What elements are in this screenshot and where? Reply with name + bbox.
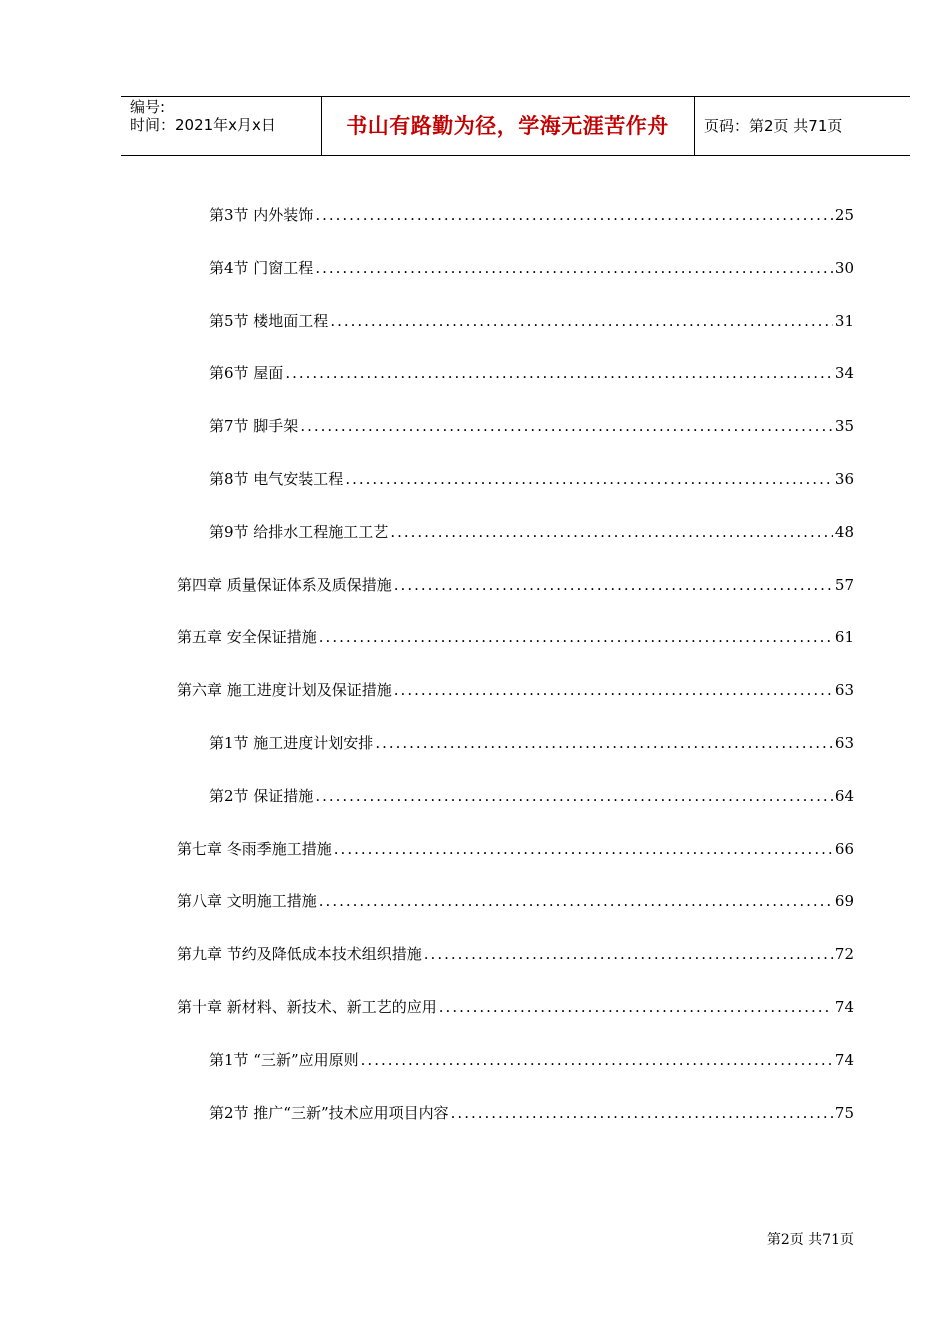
toc-entry-title: 第3节 内外装饰 [209,206,314,224]
toc-dot-leader [439,997,833,1017]
toc-entry-page-number: 66 [834,840,854,858]
header-page-cell [694,97,910,155]
toc-dot-leader [394,575,833,595]
toc-entry-page-number: 61 [834,628,854,646]
toc-section-entry[interactable] [209,522,854,542]
toc-section-entry[interactable] [209,258,854,278]
toc-entry-title: 第九章 节约及降低成本技术组织措施 [177,945,422,963]
toc-entry-page-number: 25 [834,206,854,224]
toc-chapter-entry[interactable] [177,839,854,859]
toc-section-entry[interactable] [209,311,854,331]
toc-dot-leader [345,469,833,489]
toc-dot-leader [451,1103,833,1123]
toc-entry-page-number: 72 [834,945,854,963]
toc-entry-page-number: 69 [834,892,854,910]
document-date: 时间：2021年x月x日 [130,116,276,134]
toc-section-entry[interactable] [209,1103,854,1123]
toc-chapter-entry[interactable] [177,680,854,700]
toc-chapter-entry[interactable] [177,997,854,1017]
toc-entry-title: 第五章 安全保证措施 [177,628,317,646]
toc-dot-leader [330,311,833,331]
toc-entry-title: 第7节 脚手架 [209,417,299,435]
toc-entry-page-number: 74 [834,998,854,1016]
toc-entry-title: 第十章 新材料、新技术、新工艺的应用 [177,998,437,1016]
toc-chapter-entry[interactable] [177,891,854,911]
toc-entry-page-number: 34 [834,364,854,382]
toc-entry-title: 第6节 屋面 [209,364,284,382]
toc-entry-page-number: 35 [834,417,854,435]
toc-section-entry[interactable] [209,416,854,436]
toc-entry-title: 第1节 施工进度计划安排 [209,734,374,752]
toc-entry-title: 第七章 冬雨季施工措施 [177,840,332,858]
toc-entry-title: 第5节 楼地面工程 [209,312,329,330]
toc-dot-leader [424,944,833,964]
toc-dot-leader [375,733,833,753]
toc-entry-page-number: 48 [834,523,854,541]
toc-entry-page-number: 75 [834,1104,854,1122]
toc-entry-title: 第9节 给排水工程施工工艺 [209,523,389,541]
toc-entry-page-number: 30 [834,259,854,277]
toc-entry-title: 第四章 质量保证体系及质保措施 [177,576,392,594]
toc-entry-page-number: 63 [834,681,854,699]
toc-dot-leader [319,627,833,647]
page-header [121,96,910,156]
toc-dot-leader [394,680,833,700]
toc-dot-leader [390,522,833,542]
toc-entry-title: 第八章 文明施工措施 [177,892,317,910]
toc-section-entry[interactable] [209,786,854,806]
toc-entry-title: 第8节 电气安装工程 [209,470,344,488]
toc-entry-page-number: 74 [834,1051,854,1069]
toc-chapter-entry[interactable] [177,627,854,647]
toc-section-entry[interactable] [209,205,854,225]
document-number-label: 编号: [130,98,166,116]
toc-section-entry[interactable] [209,363,854,383]
toc-entry-title: 第2节 推广“三新”技术应用项目内容 [209,1104,449,1122]
page-footer-number: 第2页 共71页 [766,1232,854,1248]
toc-dot-leader [285,363,833,383]
toc-dot-leader [334,839,833,859]
toc-entry-title: 第2节 保证措施 [209,787,314,805]
toc-section-entry[interactable] [209,1050,854,1070]
header-info-cell [121,97,322,155]
toc-dot-leader [300,416,833,436]
toc-entry-page-number: 57 [834,576,854,594]
toc-entry-title: 第4节 门窗工程 [209,259,314,277]
header-motto-cell [321,97,695,155]
toc-entry-title: 第1节 “三新”应用原则 [209,1051,359,1069]
toc-entry-page-number: 36 [834,470,854,488]
toc-entry-page-number: 31 [834,312,854,330]
toc-chapter-entry[interactable] [177,575,854,595]
toc-dot-leader [315,205,833,225]
toc-section-entry[interactable] [209,733,854,753]
toc-chapter-entry[interactable] [177,944,854,964]
toc-section-entry[interactable] [209,469,854,489]
toc-entry-page-number: 63 [834,734,854,752]
toc-entry-title: 第六章 施工进度计划及保证措施 [177,681,392,699]
toc-dot-leader [315,258,833,278]
toc-dot-leader [361,1050,833,1070]
header-page-code: 页码：第2页 共71页 [704,117,843,135]
toc-dot-leader [319,891,833,911]
header-motto: 书山有路勤为径，学海无涯苦作舟 [346,114,669,138]
toc-entry-page-number: 64 [834,787,854,805]
toc-dot-leader [315,786,833,806]
